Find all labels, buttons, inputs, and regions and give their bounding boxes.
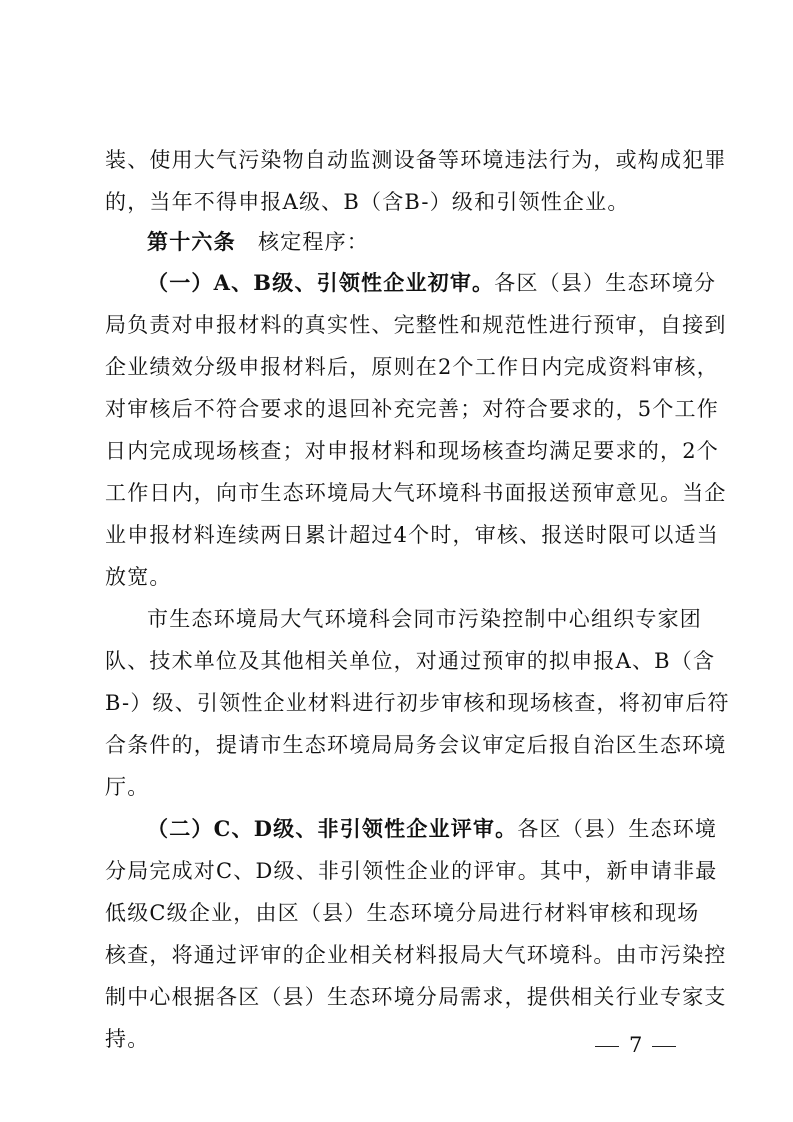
- paragraph-line: 对审核后不符合要求的退回补充完善；对符合要求的，5个工作: [105, 397, 719, 421]
- paragraph-line: 业申报材料连续两日累计超过4个时，审核、报送时限可以适当: [105, 523, 719, 547]
- paragraph-line: 日内完成现场核查；对申报材料和现场核查均满足要求的，2个: [105, 439, 719, 463]
- dash-left: [595, 1046, 619, 1047]
- paragraph-line: 工作日内，向市生态环境局大气环境科书面报送预审意见。当企: [105, 481, 727, 505]
- paragraph-line: 制中心根据各区（县）生态环境分局需求，提供相关行业专家支: [105, 985, 727, 1009]
- paragraph-line: B-）级、引领性企业材料进行初步审核和现场核查，将初审后符: [105, 691, 730, 715]
- paragraph-line: 市生态环境局大气环境科会同市污染控制中心组织专家团: [147, 607, 702, 631]
- paragraph-line: 分局完成对C、D级、非引领性企业的评审。其中，新申请非最: [105, 859, 718, 883]
- section-one-heading: （一）A、B级、引领性企业初审。: [147, 270, 495, 295]
- section-one-first-line: [147, 263, 717, 303]
- paragraph-line: 局负责对申报材料的真实性、完整性和规范性进行预审，自接到: [105, 313, 727, 337]
- paragraph-line: 合条件的，提请市生态环境局局务会议审定后报自治区生态环境: [105, 733, 727, 757]
- article-text: 核定程序：: [235, 230, 370, 254]
- article-heading: 第十六条: [147, 229, 236, 254]
- paragraph-line: 厅。: [105, 775, 150, 799]
- article-16-line: [147, 222, 695, 262]
- paragraph-line: 的，当年不得申报A级、B（含B-）级和引领性企业。: [105, 190, 630, 214]
- section-two-heading: （二）C、D级、非引领性企业评审。: [147, 816, 518, 841]
- paragraph-line: 核查，将通过评审的企业相关材料报局大气环境科。由市污染控: [105, 943, 727, 967]
- paragraph-line: 持。: [105, 1027, 150, 1051]
- page-number-footer: [585, 1030, 686, 1060]
- section-two-first-line: [147, 809, 718, 849]
- page-number: 7: [629, 1033, 643, 1057]
- paragraph-line: 放宽。: [105, 565, 172, 589]
- paragraph-line: 装、使用大气污染物自动监测设备等环境违法行为，或构成犯罪: [105, 148, 727, 172]
- paragraph-line: 企业绩效分级申报材料后，原则在2个工作日内完成资料审核，: [105, 355, 719, 379]
- section-two-text: 各区（县）生态环境: [517, 817, 718, 841]
- paragraph-line: 低级C级企业，由区（县）生态环境分局进行材料审核和现场: [105, 901, 700, 925]
- dash-right: [652, 1046, 676, 1047]
- paragraph-line: 队、技术单位及其他相关单位，对通过预审的拟申报A、B（含: [105, 649, 716, 673]
- section-one-text: 各区（县）生态环境分: [494, 271, 717, 295]
